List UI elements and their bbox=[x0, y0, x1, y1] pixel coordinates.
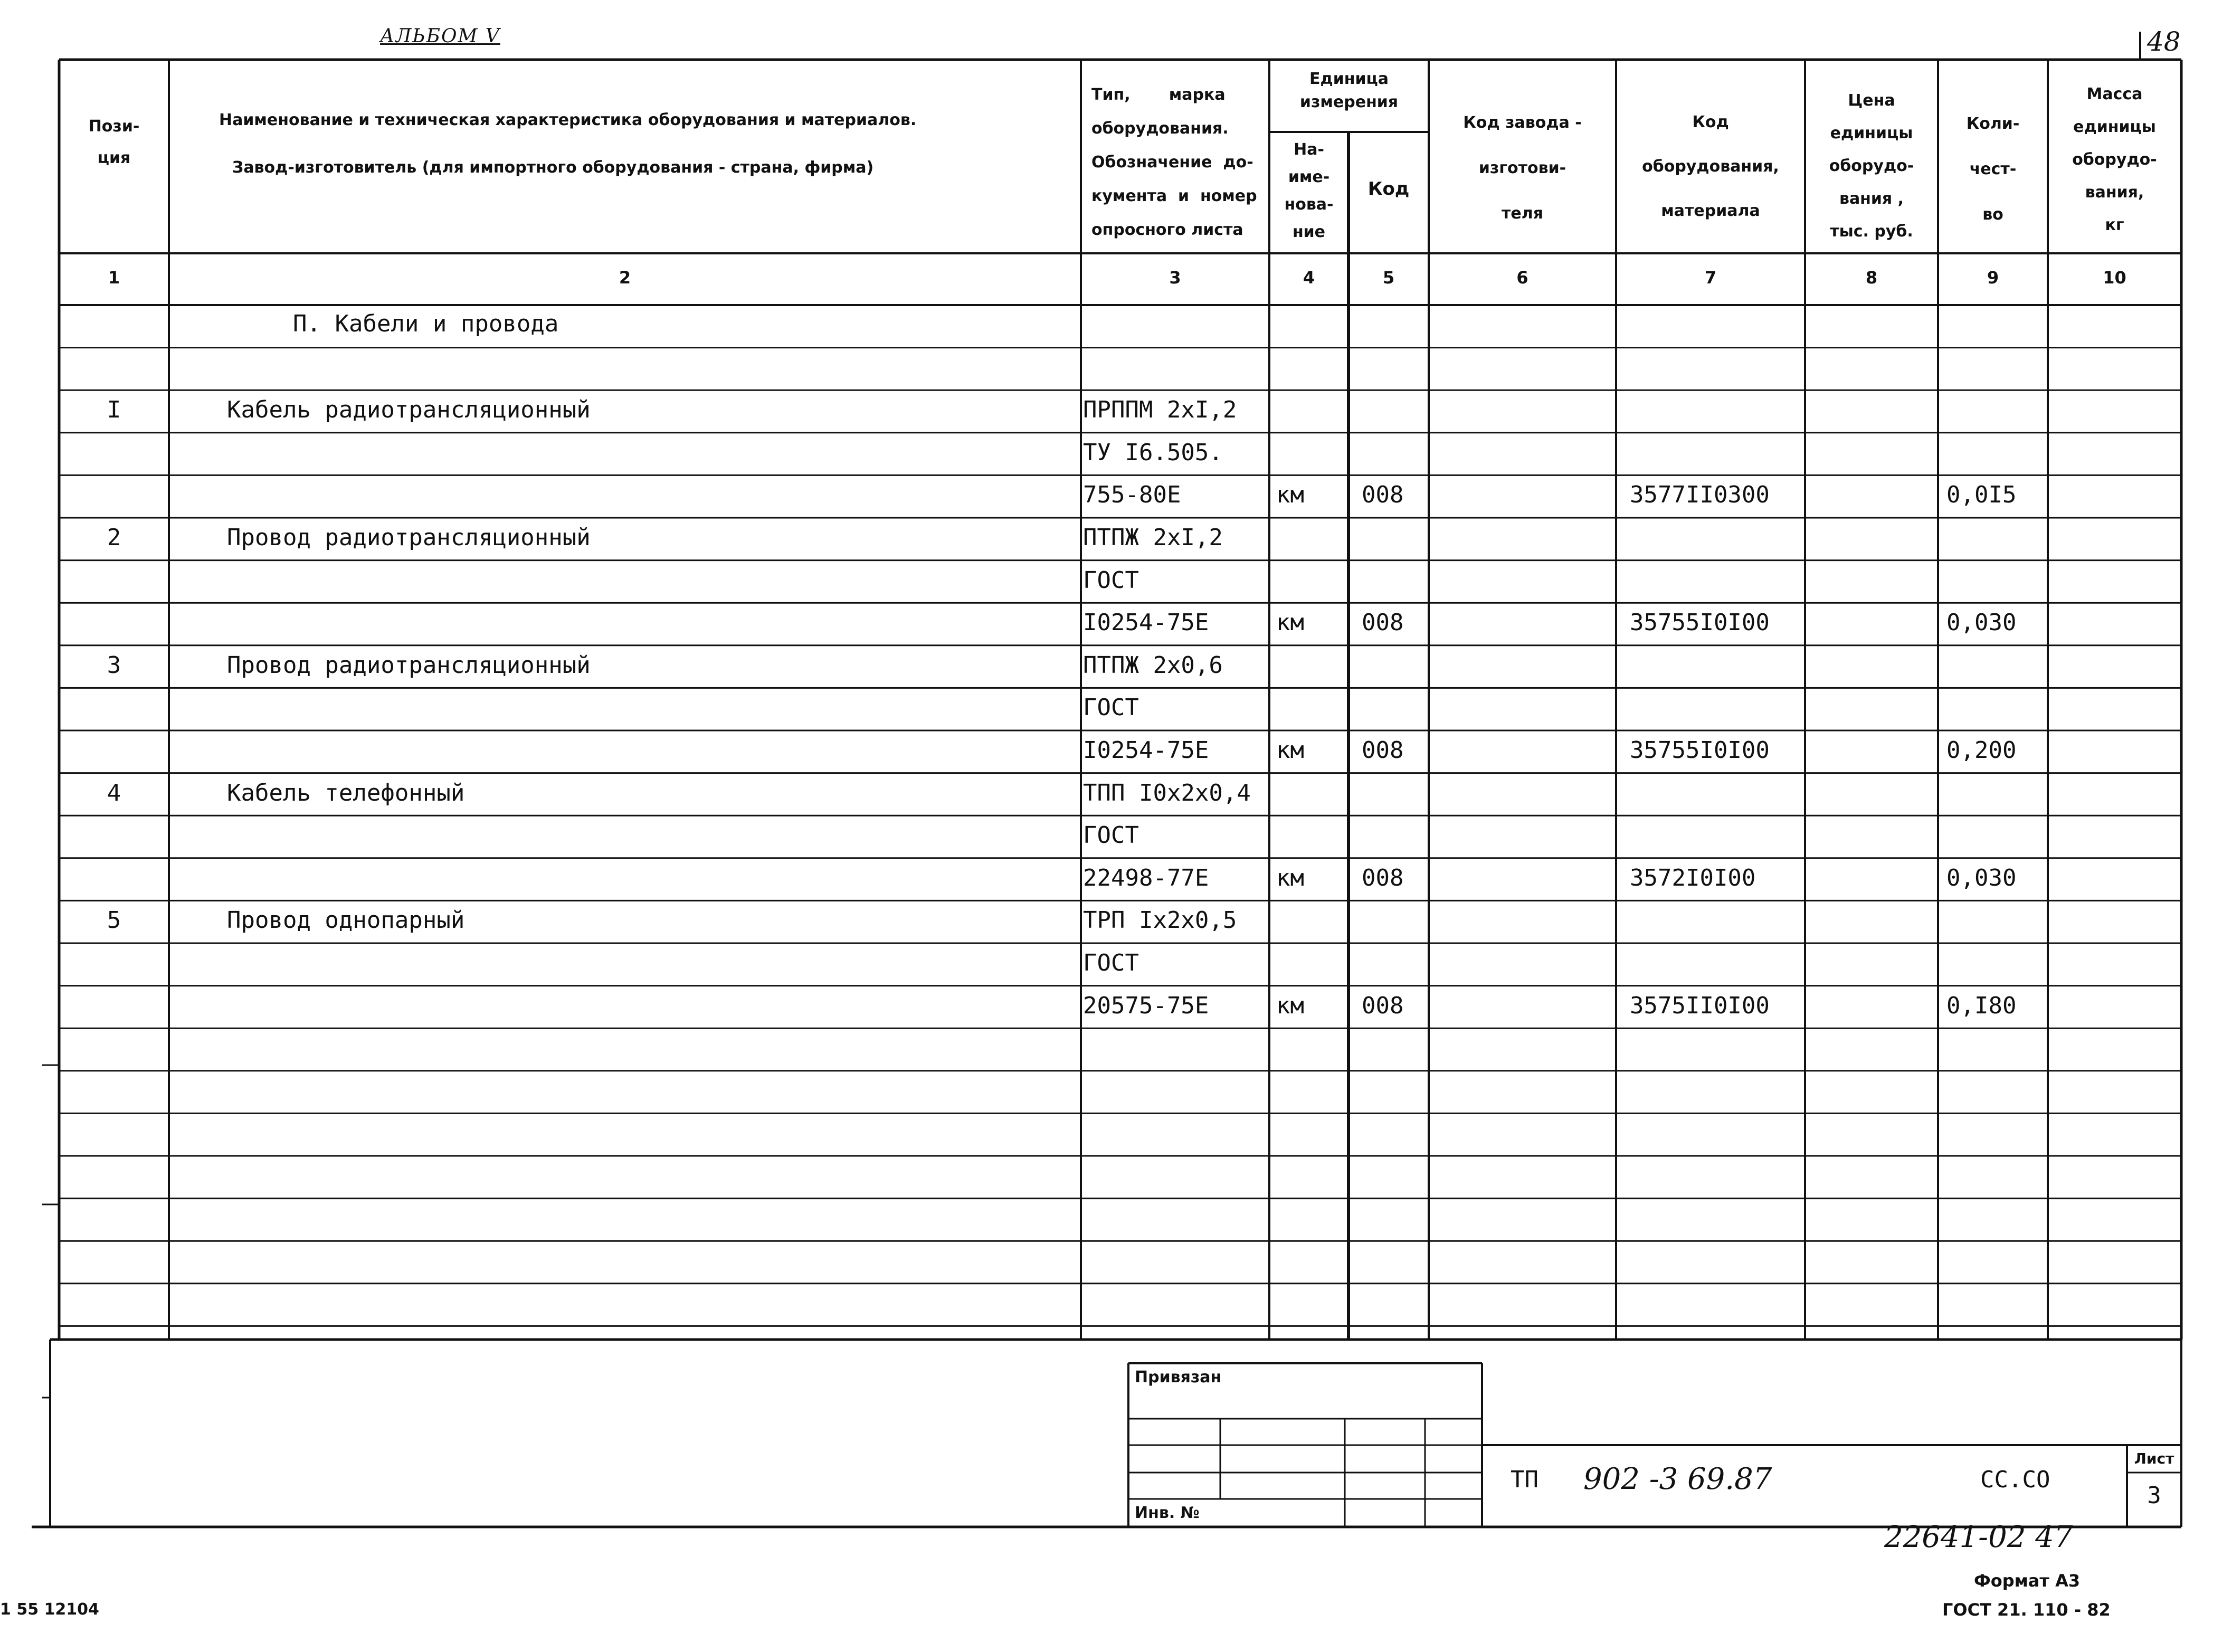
header-mass: Масса единицы оборудо- вания, кг bbox=[2072, 85, 2157, 234]
header-type: Тип, марка оборудования. Обозначение до- кумента и номер опросного листа bbox=[1091, 86, 1257, 239]
position-cell: I bbox=[107, 396, 121, 424]
unit-code-cell: 008 bbox=[1362, 737, 1404, 764]
equipment-code-cell: 3575II0I00 bbox=[1630, 992, 1770, 1019]
type-cell: ПРППМ 2хI,2 bbox=[1083, 396, 1237, 424]
position-cell: 2 bbox=[107, 524, 121, 551]
quantity-cell: 0,0I5 bbox=[1946, 481, 2017, 509]
position-cell: 5 bbox=[107, 907, 121, 934]
type-cell: ГОСТ bbox=[1083, 566, 1139, 594]
equipment-code-cell: 35755I0I00 bbox=[1630, 737, 1770, 764]
format-label: Формат А3 bbox=[1974, 1571, 2081, 1591]
type-cell: ГОСТ bbox=[1083, 950, 1139, 976]
equipment-code-cell: 3577II0300 bbox=[1630, 481, 1770, 509]
column-number: 8 bbox=[1865, 268, 1878, 288]
left-code-label: 1 55 12104 bbox=[0, 1600, 99, 1619]
name-cell: Кабель радиотрансляционный bbox=[227, 396, 591, 424]
name-cell: Провод однопарный bbox=[227, 907, 465, 934]
column-number: 6 bbox=[1516, 268, 1528, 288]
type-cell: ТУ I6.505. bbox=[1083, 439, 1223, 466]
header-unit: Единица измерения bbox=[1299, 70, 1399, 111]
privyazan-label: Привязан bbox=[1135, 1368, 1222, 1387]
type-cell: ГОСТ bbox=[1083, 694, 1139, 721]
column-number: 4 bbox=[1303, 268, 1315, 288]
column-number: 5 bbox=[1382, 268, 1395, 288]
header-quantity: Коли- чест- во bbox=[1966, 115, 2020, 224]
header-price: Цена единицы оборудо- вания , тыс. руб. bbox=[1829, 91, 1914, 241]
name-cell: Кабель телефонный bbox=[227, 779, 465, 806]
sheet-label: Лист bbox=[2134, 1450, 2174, 1467]
sheet-corner-number: 48 bbox=[2147, 26, 2181, 57]
unit-code-cell: 008 bbox=[1362, 481, 1404, 509]
gost-label: ГОСТ 21. 110 - 82 bbox=[1942, 1600, 2111, 1620]
header-unit-code: Код bbox=[1367, 178, 1410, 200]
doc-code: СС.СО bbox=[1980, 1466, 2050, 1493]
quantity-cell: 0,I80 bbox=[1946, 992, 2017, 1019]
type-cell: I0254-75Е bbox=[1083, 609, 1209, 637]
header-name-line1: Наименование и техническая характеристика оборудования и материалов. bbox=[219, 111, 917, 129]
quantity-cell: 0,200 bbox=[1946, 737, 2017, 764]
type-cell: ТРП Iх2х0,5 bbox=[1083, 907, 1237, 934]
type-cell: ПТПЖ 2хI,2 bbox=[1083, 524, 1223, 551]
unit-code-cell: 008 bbox=[1362, 992, 1404, 1019]
column-number: 9 bbox=[1987, 268, 1999, 288]
unit-code-cell: 008 bbox=[1362, 864, 1404, 891]
unit-name-cell: км bbox=[1276, 992, 1304, 1019]
type-cell: 22498-77Е bbox=[1083, 864, 1209, 891]
section-title: П. Кабели и провода bbox=[293, 310, 559, 337]
header-unit-name: На- име- нова- ние bbox=[1284, 140, 1334, 241]
column-number: 3 bbox=[1169, 268, 1181, 288]
name-cell: Провод радиотрансляционный bbox=[227, 524, 591, 551]
type-cell: ТПП I0х2х0,4 bbox=[1083, 779, 1251, 806]
column-number: 7 bbox=[1704, 268, 1717, 288]
type-cell: 20575-75Е bbox=[1083, 992, 1209, 1019]
equipment-code-cell: 3572I0I00 bbox=[1630, 864, 1756, 891]
equipment-code-cell: 35755I0I00 bbox=[1630, 609, 1770, 637]
sheet-number: 3 bbox=[2147, 1482, 2161, 1509]
unit-name-cell: км bbox=[1276, 864, 1304, 891]
doc-prefix: ТП bbox=[1511, 1466, 1538, 1493]
quantity-cell: 0,030 bbox=[1946, 864, 2017, 891]
unit-name-cell: км bbox=[1276, 737, 1304, 764]
name-cell: Провод радиотрансляционный bbox=[227, 651, 591, 679]
header-position: Пози- ция bbox=[88, 117, 140, 167]
unit-code-cell: 008 bbox=[1362, 609, 1404, 637]
inventory-number-label: Инв. № bbox=[1135, 1504, 1200, 1522]
archive-number: 22641-02 47 bbox=[1884, 1520, 2073, 1554]
column-number: 1 bbox=[108, 268, 120, 288]
type-cell: ГОСТ bbox=[1083, 822, 1139, 849]
type-cell: 755-80Е bbox=[1083, 481, 1181, 509]
header-factory-code: Код завода - изготови- теля bbox=[1463, 113, 1582, 223]
header-name-line2: Завод-изготовитель (для импортного оборудования - страна, фирма) bbox=[232, 158, 874, 177]
unit-name-cell: км bbox=[1276, 609, 1304, 637]
column-number: 10 bbox=[2103, 268, 2126, 288]
album-label: АЛЬБОМ V bbox=[380, 25, 500, 47]
header-equipment-code: Код оборудования, материала bbox=[1642, 113, 1779, 220]
column-number: 2 bbox=[619, 268, 631, 288]
unit-name-cell: км bbox=[1276, 481, 1304, 509]
position-cell: 4 bbox=[107, 779, 121, 806]
position-cell: 3 bbox=[107, 651, 121, 679]
quantity-cell: 0,030 bbox=[1946, 609, 2017, 637]
type-cell: I0254-75Е bbox=[1083, 737, 1209, 764]
type-cell: ПТПЖ 2х0,6 bbox=[1083, 651, 1223, 679]
doc-number: 902 -3 69.87 bbox=[1583, 1462, 1772, 1496]
